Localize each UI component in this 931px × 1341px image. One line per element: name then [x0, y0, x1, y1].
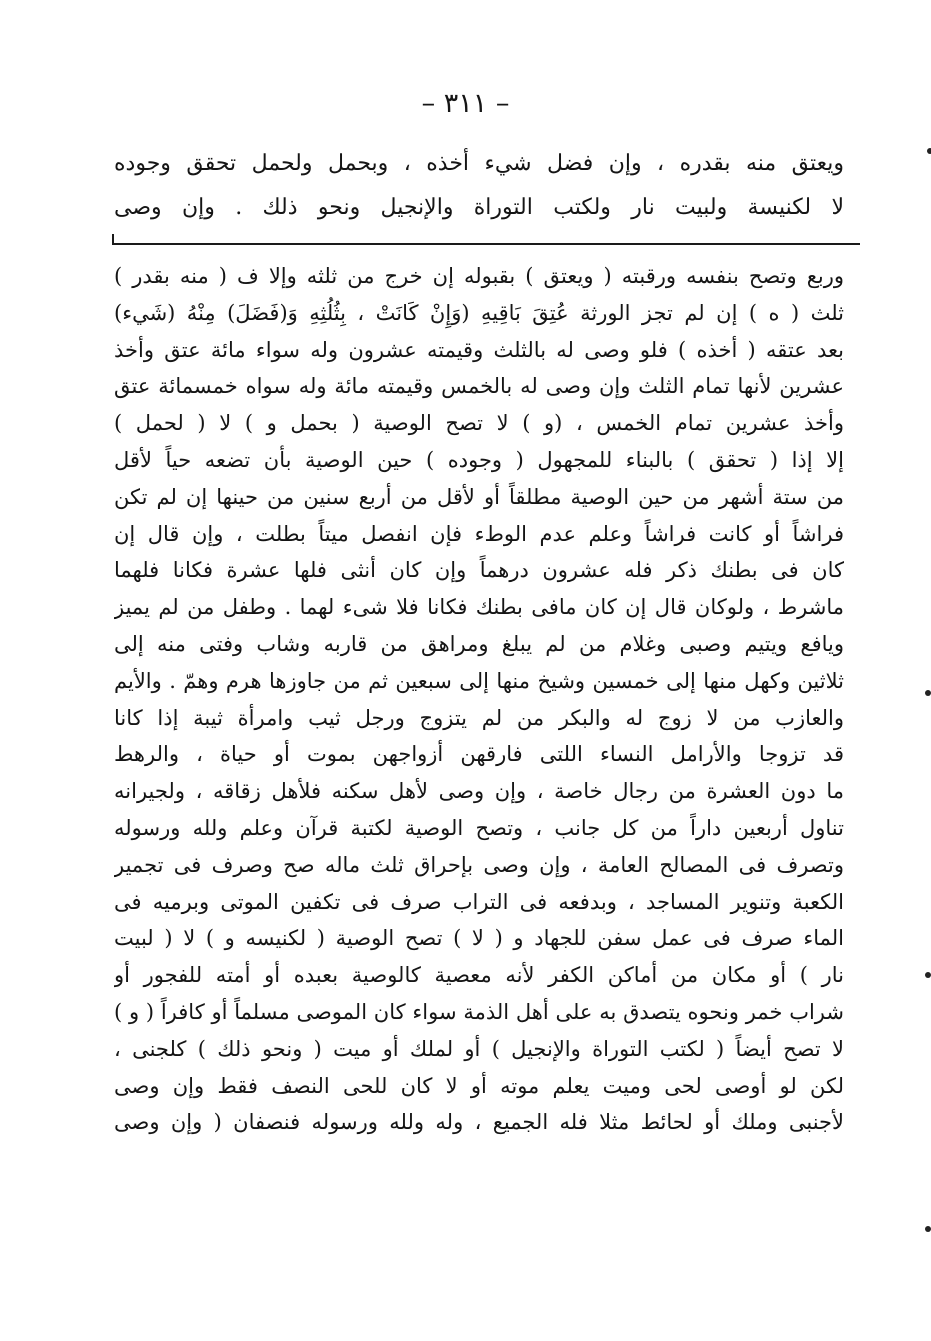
- margin-dot: [925, 1226, 931, 1232]
- commentary-line: لا تصح أيضاً ( لكتب التوراة والإنجيل ) أو لملك أو ميت ( ونحو ذلك ) كلجنى ،: [114, 1036, 844, 1061]
- page-number: – ٣١١ –: [421, 88, 510, 119]
- commentary-line: وأخذ عشرين تمام الخمس ، (و ) لا تصح الوصية ( بحمل و ) لا ( لحمل ): [114, 411, 844, 436]
- commentary-line: إلا إذا ( تحقق ) بالبناء للمجهول ( وجوده ) حين الوصية بأن تضعه حياً لأقل: [114, 447, 844, 472]
- commentary-line: بعد عتقه ( أخذه ) فلو وصى له بالثلث وقيمته عشرون وله سواء مائة عتق وأخذ: [114, 337, 844, 362]
- commentary-line: شراب خمر ونحوه يتصدق به على أهل الذمة سواء كان الموصى مسلماً أو كافراً ( و ): [114, 999, 844, 1024]
- commentary-line: قد تزوجا والأرامل النساء اللتى فارقهن أزواجهن بموت أو حياة ، والرهط: [114, 742, 844, 767]
- commentary-line: كان فى بطنك ذكر فله عشرون درهماً وإن كان أنثى فلها عشرة فكانا فلهما: [114, 558, 844, 583]
- commentary-text: [114, 258, 844, 1141]
- commentary-line: ثلث ( ه ) إن لم تجز الورثة عُتِقَ بَاقِيهِ (وَإِنْ كَانَتْ ، بِثُلُثِهِ وَ(فَضَلَ) مِنْهُ (شَيء): [114, 300, 844, 325]
- commentary-line: من ستة أشهر من حين الوصية مطلقاً أو لأقل من أربع سنين من حينها إن لم تكن: [114, 484, 844, 509]
- commentary-line: وربع وتصح بنفسه ورقبته ( ويعتق ) بقبوله إن خرج من ثلثه وإلا ف ( منه بقدر ): [114, 264, 844, 288]
- main-text-line: ويعتق منه بقدره ، وإن فضل شيء أخذه ، وبحمل ولحمل تحقق وجوده: [114, 151, 844, 176]
- margin-dot: [925, 690, 931, 696]
- margin-dot: [927, 148, 931, 154]
- commentary-line: والعازب من لا زوج له والبكر من لم يتزوج ورجل ثيب وامرأة ثيبة إذا كانا: [114, 705, 844, 730]
- commentary-line: تناول أربعين داراً من كل جانب ، وتصح الوصية لكتبة قرآن وعلم ولله ورسوله: [114, 815, 844, 840]
- commentary-line: الماء صرف فى عمل سفن للجهاد و ( لا ) تصح الوصية ( لكنيسه و ) لا ( لبيت: [114, 926, 844, 951]
- commentary-line: وتصرف فى المصالح العامة ، وإن وصى بإحراق ثلث ماله صح وصرف فى تجمير: [114, 852, 844, 877]
- commentary-line: لأجنبى وملك أو لحائط مثلا فله الجميع ، وله ولله ورسوله فنصفان ( وإن وصى: [114, 1110, 844, 1135]
- commentary-line: ويافع ويتيم وصبى وغلام من لم يبلغ ومراهق من قاربه وشاب وفتى منه إلى: [114, 631, 844, 656]
- section-divider: [112, 243, 860, 245]
- main-text-line: لا لكنيسة ولبيت نار ولكتب التوراة والإنجيل ونحو ذلك . وإن وصى: [114, 195, 844, 220]
- commentary-line: ما دون العشرة من رجال خاصة ، وإن وصى لأهل سكنه فلأهل زقاقه ، ولجيرانه: [114, 779, 844, 804]
- commentary-line: الكعبة وتنوير المساجد ، وبدفعه فى التراب صرف فى تكفين الموتى وبرميه فى: [114, 889, 844, 914]
- commentary-line: عشرين لأنها تمام الثلث وإن وصى له بالخمس وقيمته مائة وله سواه خمسمائة عتق: [114, 374, 844, 399]
- commentary-line: ماشرط ، ولوكان قال إن كان مافى بطنك فكانا فلا شىء لهما . وطفل من لم يميز: [114, 595, 844, 620]
- commentary-line: ثلاثين وكهل منها إلى خمسين وشيخ منها إلى سبعين ثم من جاوزها هرم وهمّ . والأيم: [114, 668, 844, 693]
- margin-dot: [925, 972, 931, 978]
- main-text: [114, 142, 844, 230]
- commentary-line: لكن لو أوصى لحى وميت يعلم موته أو لا كان للحى النصف فقط وإن وصى: [114, 1073, 844, 1098]
- commentary-line: فراشاً أو كانت فراشاً وعلم عدم الوطء فإن انفصل ميتاً بطلت ، وإن قال إن: [114, 521, 844, 546]
- commentary-line: نار ) أو مكان من أماكن الكفر لأنه معصية كالوصية بعبده أو أمته للفجور أو: [114, 963, 844, 988]
